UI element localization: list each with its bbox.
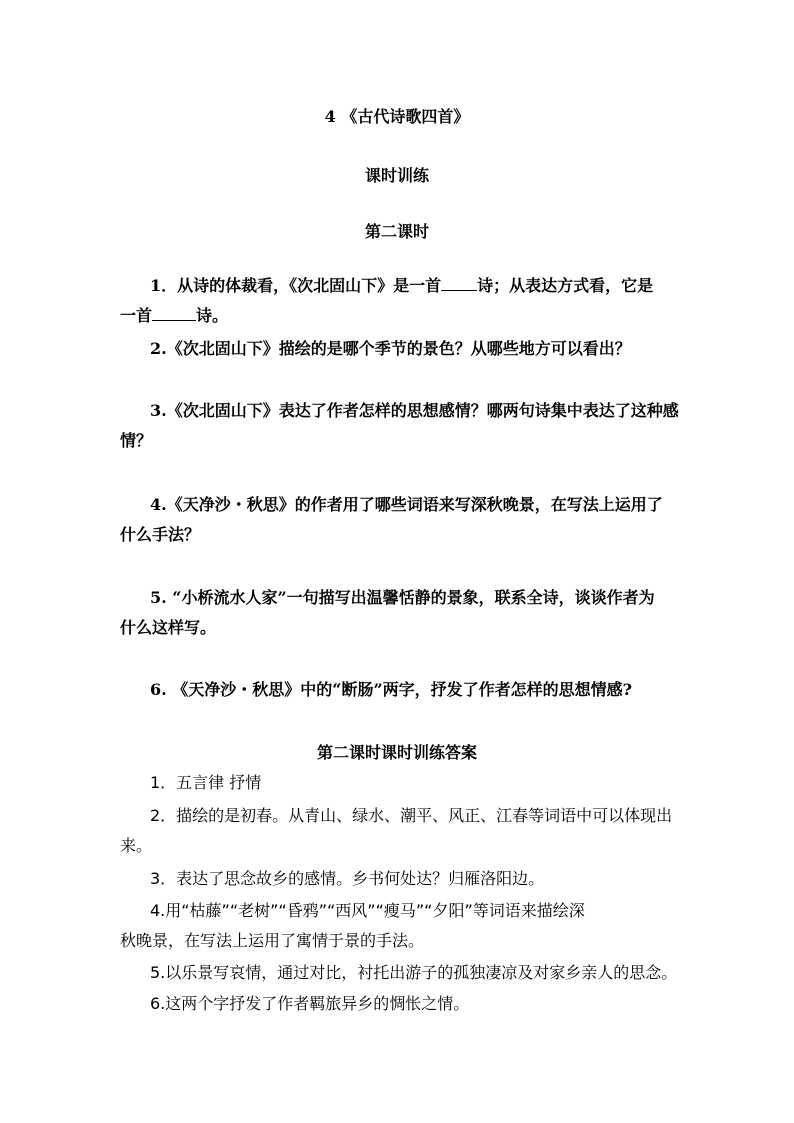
answer-2-line-2: 来。 bbox=[120, 836, 153, 855]
question-2: 2.《次北固山下》描绘的是哪个季节的景色？从哪些地方可以看出？ bbox=[150, 339, 631, 358]
answers-title: 第二课时课时训练答案 bbox=[316, 743, 477, 762]
question-4-line-2: 什么手法？ bbox=[120, 525, 201, 544]
question-1-line-1 bbox=[150, 276, 653, 296]
answer-4-line-1: 4.用“枯藤”“老树”“昏鸦”“西风”“瘦马”“夕阳”等词语来描绘深 bbox=[150, 901, 585, 920]
answer-6: 6.这两个字抒发了作者羁旅异乡的惆怅之情。 bbox=[150, 994, 470, 1013]
answer-5: 5.以乐景写哀情，通过对比，衬托出游子的孤独凄凉及对家乡亲人的思念。 bbox=[150, 963, 678, 982]
question-1-text-a: 1．从诗的体裁看，《次北固山下》是一首 bbox=[150, 276, 442, 295]
question-4-line-1: 4.《天净沙・秋思》的作者用了哪些词语来写深秋晚景，在写法上运用了 bbox=[150, 495, 663, 514]
question-1-text-c: 一首 bbox=[120, 306, 153, 325]
answer-blank-2[interactable] bbox=[152, 306, 196, 321]
page-subtitle: 课时训练 bbox=[364, 166, 429, 185]
question-3-line-1: 3.《次北固山下》表达了作者怎样的思想感情？哪两句诗集中表达了这种感 bbox=[150, 401, 679, 420]
question-5-line-1: 5. “小桥流水人家”一句描写出温馨恬静的景象，联系全诗，谈谈作者为 bbox=[150, 588, 655, 607]
answer-3: 3．表达了思念故乡的感情。乡书何处达？归雁洛阳边。 bbox=[150, 869, 545, 888]
answer-blank-1[interactable] bbox=[441, 276, 477, 291]
question-1-text-d: 诗。 bbox=[196, 306, 229, 325]
answer-1: 1．五言律 抒情 bbox=[150, 773, 262, 792]
answer-2-line-1: 2．描绘的是初春。从青山、绿水、潮平、风正、江春等词语中可以体现出 bbox=[150, 806, 673, 825]
question-1-text-b: 诗；从表达方式看，它是 bbox=[477, 276, 654, 295]
question-6: 6. 《天净沙・秋思》中的“断肠”两字，抒发了作者怎样的思想情感? bbox=[150, 680, 633, 699]
section-title: 第二课时 bbox=[364, 222, 429, 241]
question-1-line-2 bbox=[120, 306, 228, 326]
question-5-line-2: 什么这样写。 bbox=[120, 618, 217, 637]
answer-4-line-2: 秋晚景，在写法上运用了寓情于景的手法。 bbox=[120, 931, 425, 950]
question-3-line-2: 情？ bbox=[120, 431, 153, 450]
page-title: 4 《古代诗歌四首》 bbox=[324, 107, 470, 126]
